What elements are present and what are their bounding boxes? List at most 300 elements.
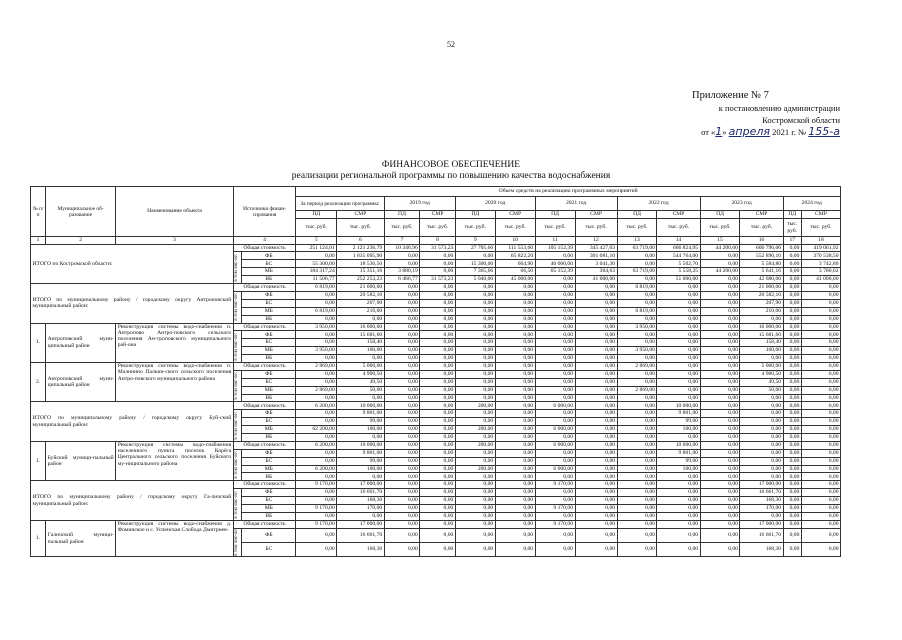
value-cell: 5 040,00	[455, 276, 495, 284]
value-cell: 0,00	[700, 355, 740, 363]
value-cell: 0,00	[657, 386, 700, 394]
value-cell: 0,00	[700, 276, 740, 284]
value-cell: 0,00	[495, 512, 535, 520]
value-cell: 0,00	[535, 339, 575, 347]
value-cell: 158,40	[337, 339, 384, 347]
value-cell: 0,00	[535, 489, 575, 497]
value-cell: 0,00	[296, 331, 337, 339]
value-cell: 0,00	[384, 433, 420, 441]
value-cell: 0,00	[296, 497, 337, 505]
value-cell: 200,00	[455, 402, 495, 410]
value-cell: 200,00	[455, 426, 495, 434]
value-cell: 0,00	[495, 291, 535, 299]
value-cell: 0,00	[801, 386, 840, 394]
value-cell: 0,00	[535, 362, 575, 370]
value-cell: 0,00	[783, 418, 801, 426]
value-cell: 2 869,00	[296, 362, 337, 370]
value-cell: 0,00	[617, 339, 657, 347]
value-cell: 0,00	[455, 489, 495, 497]
value-cell: 0,00	[455, 394, 495, 402]
value-cell: 0,00	[420, 268, 456, 276]
value-cell: 0,00	[296, 433, 337, 441]
value-cell: 0,00	[617, 378, 657, 386]
value-cell: 0,00	[783, 276, 801, 284]
value-cell: 21 000,00	[337, 284, 384, 292]
value-cell: 544 764,00	[657, 252, 700, 260]
header-unit: тыс. руб.	[617, 219, 657, 237]
table-row	[31, 362, 841, 370]
value-cell: 0,00	[657, 284, 700, 292]
value-cell: 0,00	[617, 512, 657, 520]
decree-line1: к постановлению администрации	[718, 103, 840, 113]
value-cell: 0,00	[617, 528, 657, 542]
value-cell: 0,00	[617, 355, 657, 363]
value-cell: 9 170,00	[296, 520, 337, 528]
value-cell: 0,00	[700, 339, 740, 347]
value-cell: 0,00	[575, 347, 617, 355]
value-cell: 0,00	[495, 378, 535, 386]
header-smr: СМР	[575, 211, 617, 219]
value-cell: 168,30	[337, 543, 384, 557]
value-cell: 0,00	[455, 528, 495, 542]
value-cell: 3 950,00	[617, 323, 657, 331]
value-cell: 0,00	[384, 291, 420, 299]
header-2024: 2024 год	[783, 197, 840, 211]
value-cell: 0,00	[420, 520, 456, 528]
value-cell: 0,00	[700, 323, 740, 331]
value-cell: 0,00	[384, 465, 420, 473]
header-pd: ПД	[783, 211, 801, 219]
value-cell: 184 317,24	[296, 268, 337, 276]
value-cell: 0,00	[740, 473, 783, 481]
header-unit: тыс. руб.	[535, 219, 575, 237]
value-cell: 0,00	[495, 489, 535, 497]
value-cell: 4 900,50	[337, 370, 384, 378]
value-cell: 0,00	[801, 394, 840, 402]
value-cell: 0,00	[801, 339, 840, 347]
value-cell: 9 801,00	[337, 410, 384, 418]
value-cell: 0,00	[783, 543, 801, 557]
value-cell: 0,00	[420, 394, 456, 402]
value-cell: 0,00	[575, 465, 617, 473]
value-cell: 0,00	[783, 489, 801, 497]
in-total-vertical-label: в том чис-ле:	[233, 331, 242, 363]
value-cell: 0,00	[535, 449, 575, 457]
value-cell: 0,00	[700, 504, 740, 512]
value-cell: 0,00	[495, 315, 535, 323]
value-cell: 0,00	[575, 370, 617, 378]
value-cell: 0,00	[455, 543, 495, 557]
value-cell: 0,00	[535, 433, 575, 441]
value-cell: 0,00	[617, 276, 657, 284]
value-cell: 5 000,00	[337, 362, 384, 370]
value-cell: 0,00	[384, 315, 420, 323]
source-label: ВБ	[242, 394, 296, 402]
value-cell: 6 819,00	[296, 307, 337, 315]
value-cell: 0,00	[700, 331, 740, 339]
value-cell: 111 553,60	[495, 244, 535, 252]
title-line2: реализации региональной программы по повышению качества водоснабжения	[291, 171, 611, 181]
value-cell: 0,00	[617, 504, 657, 512]
value-cell: 100,00	[337, 465, 384, 473]
source-label: ФБ	[242, 449, 296, 457]
value-cell: 0,00	[783, 426, 801, 434]
value-cell: 200,00	[455, 465, 495, 473]
decree-date-line	[640, 126, 840, 139]
value-cell: 0,00	[700, 315, 740, 323]
source-label: ФБ	[242, 252, 296, 260]
value-cell: 0,00	[575, 284, 617, 292]
value-cell: 100,00	[337, 426, 384, 434]
value-cell: 0,00	[700, 465, 740, 473]
value-cell: 0,00	[801, 465, 840, 473]
value-cell: 0,00	[420, 497, 456, 505]
column-number: 2	[46, 237, 116, 245]
value-cell: 0,00	[296, 394, 337, 402]
source-label: БС	[242, 299, 296, 307]
value-cell: 99,00	[337, 418, 384, 426]
value-cell: 7 365,66	[455, 268, 495, 276]
value-cell: 0,00	[700, 489, 740, 497]
value-cell: 0,00	[495, 520, 535, 528]
source-label: МБ	[242, 504, 296, 512]
value-cell: 0,00	[296, 339, 337, 347]
value-cell: 0,00	[657, 481, 700, 489]
value-cell: 0,00	[617, 291, 657, 299]
table-row	[31, 520, 841, 528]
decree-month-handwritten: апреля	[728, 125, 771, 138]
value-cell: 0,00	[420, 386, 456, 394]
value-cell: 0,00	[384, 426, 420, 434]
value-cell: 0,00	[495, 410, 535, 418]
value-cell: 207,90	[740, 299, 783, 307]
value-cell: 0,00	[801, 528, 840, 542]
value-cell: 0,00	[575, 410, 617, 418]
value-cell: 51 000,00	[657, 276, 700, 284]
value-cell: 99,00	[657, 418, 700, 426]
source-label: БС	[242, 497, 296, 505]
source-label: Общая стоимость	[233, 441, 296, 449]
value-cell: 0,00	[420, 410, 456, 418]
header-object: Наименование объекта	[116, 187, 234, 237]
row-number: 1.	[31, 323, 46, 362]
value-cell: 17 000,00	[337, 520, 384, 528]
value-cell: 0,00	[535, 473, 575, 481]
value-cell: 0,00	[801, 307, 840, 315]
value-cell: 0,00	[337, 473, 384, 481]
value-cell: 0,00	[783, 449, 801, 457]
value-cell: 0,00	[455, 449, 495, 457]
value-cell: 170,00	[337, 504, 384, 512]
value-cell: 0,00	[384, 347, 420, 355]
value-cell: 0,00	[495, 426, 535, 434]
source-label: Общая стоимость	[233, 323, 296, 331]
header-pd: ПД	[535, 211, 575, 219]
value-cell: 0,00	[296, 512, 337, 520]
value-cell: 0,00	[783, 402, 801, 410]
source-label: Общая стоимость	[233, 362, 296, 370]
value-cell: 10 000,00	[657, 402, 700, 410]
in-total-vertical-label: в том чис-ле:	[233, 410, 242, 442]
value-cell: 0,00	[575, 355, 617, 363]
value-cell: 0,00	[617, 315, 657, 323]
value-cell: 0,00	[801, 489, 840, 497]
value-cell: 0,00	[700, 284, 740, 292]
value-cell: 0,00	[575, 426, 617, 434]
column-number: 14	[657, 237, 700, 245]
value-cell: 0,00	[455, 370, 495, 378]
value-cell: 0,00	[420, 339, 456, 347]
value-cell: 0,00	[420, 441, 456, 449]
value-cell: 0,00	[783, 520, 801, 528]
in-total-vertical-label: в том чис-ле:	[233, 291, 242, 323]
value-cell: 0,00	[783, 386, 801, 394]
value-cell: 99,00	[337, 457, 384, 465]
source-label: ФБ	[242, 410, 296, 418]
value-cell: 0,00	[801, 512, 840, 520]
value-cell: 0,00	[783, 512, 801, 520]
value-cell: 0,00	[575, 331, 617, 339]
value-cell: 0,00	[296, 473, 337, 481]
value-cell: 0,00	[535, 394, 575, 402]
header-2023: 2023 год	[700, 197, 783, 211]
value-cell: 0,00	[657, 339, 700, 347]
value-cell: 0,00	[420, 457, 456, 465]
value-cell: 210,00	[337, 307, 384, 315]
header-unit: тыс. руб.	[700, 219, 740, 237]
column-number: 6	[337, 237, 384, 245]
value-cell: 66,50	[495, 268, 535, 276]
value-cell: 41 000,00	[575, 276, 617, 284]
value-cell: 0,00	[740, 315, 783, 323]
value-cell: 65 152,39	[535, 268, 575, 276]
value-cell: 0,00	[296, 489, 337, 497]
value-cell: 0,00	[783, 457, 801, 465]
value-cell: 0,00	[420, 378, 456, 386]
value-cell: 0,00	[575, 299, 617, 307]
value-cell: 0,00	[783, 441, 801, 449]
value-cell: 10 000,00	[337, 441, 384, 449]
source-label: ФБ	[242, 370, 296, 378]
value-cell: 0,00	[420, 512, 456, 520]
value-cell: 0,00	[535, 284, 575, 292]
value-cell: 3 950,00	[296, 347, 337, 355]
value-cell: 17 000,00	[337, 481, 384, 489]
value-cell: 0,00	[455, 410, 495, 418]
value-cell: 0,00	[296, 299, 337, 307]
value-cell: 0,00	[783, 370, 801, 378]
value-cell: 10 346,96	[384, 244, 420, 252]
value-cell: 0,00	[783, 299, 801, 307]
value-cell: 552 890,10	[740, 252, 783, 260]
source-label: БС	[242, 457, 296, 465]
value-cell: 0,00	[575, 307, 617, 315]
value-cell: 0,00	[384, 520, 420, 528]
in-total-vertical-label: в том чис-ле:	[233, 370, 242, 402]
value-cell: 0,00	[575, 386, 617, 394]
value-cell: 0,00	[384, 410, 420, 418]
value-cell: 0,00	[384, 252, 420, 260]
value-cell: 0,00	[617, 473, 657, 481]
value-cell: 0,00	[337, 355, 384, 363]
decree-reference	[640, 103, 840, 139]
value-cell: 0,00	[495, 473, 535, 481]
value-cell: 0,00	[575, 433, 617, 441]
value-cell: 0,00	[657, 315, 700, 323]
source-label: БС	[242, 378, 296, 386]
value-cell: 9 801,00	[657, 410, 700, 418]
value-cell: 0,00	[535, 307, 575, 315]
source-label: Общая стоимость	[233, 481, 296, 489]
header-pd: ПД	[617, 211, 657, 219]
value-cell: 0,00	[337, 315, 384, 323]
header-smr: СМР	[740, 211, 783, 219]
value-cell: 0,00	[700, 543, 740, 557]
value-cell: 0,00	[575, 362, 617, 370]
value-cell: 0,00	[657, 347, 700, 355]
value-cell: 0,00	[740, 402, 783, 410]
value-cell: 0,00	[296, 370, 337, 378]
value-cell: 160,00	[740, 347, 783, 355]
header-unit: тыс. руб.	[296, 219, 337, 237]
column-number: 5	[296, 237, 337, 245]
value-cell: 0,00	[657, 489, 700, 497]
value-cell: 0,00	[617, 543, 657, 557]
value-cell: 0,00	[783, 433, 801, 441]
value-cell: 0,00	[296, 418, 337, 426]
value-cell: 0,00	[384, 457, 420, 465]
value-cell: 100,00	[657, 465, 700, 473]
value-cell: 6 819,00	[617, 284, 657, 292]
value-cell: 15 681,60	[740, 331, 783, 339]
value-cell: 0,00	[455, 504, 495, 512]
value-cell: 0,00	[384, 394, 420, 402]
source-label: Общая стоимость	[233, 284, 296, 292]
object-name: Реконструкция системы водо-снабжения д. Фоминское и с. Успенская Слобода Дмитриев-	[116, 520, 234, 557]
value-cell: 0,00	[801, 543, 840, 557]
header-pd: ПД	[700, 211, 740, 219]
value-cell: 0,00	[700, 520, 740, 528]
value-cell: 0,00	[801, 291, 840, 299]
value-cell: 0,00	[535, 512, 575, 520]
value-cell: 0,00	[495, 339, 535, 347]
value-cell: 0,00	[420, 481, 456, 489]
value-cell: 0,00	[657, 323, 700, 331]
value-cell: 0,00	[420, 307, 456, 315]
value-cell: 0,00	[700, 497, 740, 505]
table-row	[31, 284, 841, 292]
value-cell: 0,00	[296, 449, 337, 457]
value-cell: 0,00	[455, 347, 495, 355]
value-cell: 3 880,19	[384, 268, 420, 276]
value-cell: 0,00	[700, 291, 740, 299]
value-cell: 0,00	[455, 339, 495, 347]
value-cell: 0,00	[455, 433, 495, 441]
value-cell: 0,00	[801, 520, 840, 528]
value-cell: 5 000,00	[740, 362, 783, 370]
value-cell: 0,00	[495, 528, 535, 542]
value-cell: 0,00	[420, 362, 456, 370]
value-cell: 0,00	[420, 473, 456, 481]
value-cell: 0,00	[384, 355, 420, 363]
value-cell: 0,00	[420, 299, 456, 307]
column-number: 15	[700, 237, 740, 245]
value-cell: 0,00	[700, 347, 740, 355]
value-cell: 0,00	[617, 260, 657, 268]
value-cell: 0,00	[700, 418, 740, 426]
title-line1: ФИНАНСОВОЕ ОБЕСПЕЧЕНИЕ	[381, 160, 521, 170]
document-title	[0, 160, 902, 182]
value-cell: 0,00	[296, 528, 337, 542]
value-cell: 0,00	[575, 378, 617, 386]
column-number: 11	[535, 237, 575, 245]
value-cell: 0,00	[384, 323, 420, 331]
value-cell: 0,00	[495, 299, 535, 307]
value-cell: 210,00	[740, 307, 783, 315]
value-cell: 0,00	[420, 543, 456, 557]
value-cell: 0,00	[617, 465, 657, 473]
value-cell: 3 041,30	[575, 260, 617, 268]
table-row	[31, 481, 841, 489]
value-cell: 0,00	[535, 457, 575, 465]
value-cell: 0,00	[420, 331, 456, 339]
value-cell: 0,00	[455, 315, 495, 323]
value-cell: 0,00	[384, 441, 420, 449]
value-cell: 0,00	[575, 441, 617, 449]
value-cell: 0,00	[455, 457, 495, 465]
table-row	[31, 323, 841, 331]
value-cell: 304,63	[575, 268, 617, 276]
value-cell: 0,00	[740, 426, 783, 434]
value-cell: 0,00	[495, 465, 535, 473]
value-cell: 0,00	[657, 543, 700, 557]
value-cell: 0,00	[296, 410, 337, 418]
value-cell: 0,00	[700, 386, 740, 394]
source-label: МБ	[242, 386, 296, 394]
value-cell: 0,00	[801, 299, 840, 307]
value-cell: 0,00	[455, 378, 495, 386]
value-cell: 0,00	[575, 512, 617, 520]
value-cell: 158,40	[740, 339, 783, 347]
appendix-label: Приложение № 7	[692, 90, 769, 101]
value-cell: 21 000,00	[740, 284, 783, 292]
value-cell: 207,90	[337, 299, 384, 307]
value-cell: 0,00	[783, 347, 801, 355]
value-cell: 0,00	[455, 307, 495, 315]
value-cell: 20 582,10	[337, 291, 384, 299]
header-smr: СМР	[495, 211, 535, 219]
value-cell: 0,00	[575, 473, 617, 481]
header-smr: СМР	[420, 211, 456, 219]
value-cell: 0,00	[801, 410, 840, 418]
value-cell: 0,00	[535, 347, 575, 355]
value-cell: 65 822,20	[495, 252, 535, 260]
value-cell: 0,00	[657, 473, 700, 481]
value-cell: 0,00	[495, 331, 535, 339]
value-cell: 0,00	[783, 504, 801, 512]
value-cell: 0,00	[700, 260, 740, 268]
value-cell: 0,00	[495, 449, 535, 457]
value-cell: 3 780,62	[801, 268, 840, 276]
column-number: 7	[384, 237, 420, 245]
value-cell: 0,00	[801, 426, 840, 434]
value-cell: 0,00	[420, 433, 456, 441]
value-cell: 0,00	[700, 512, 740, 520]
value-cell: 20 582,10	[740, 291, 783, 299]
value-cell: 0,00	[384, 378, 420, 386]
value-cell: 44 200,00	[700, 244, 740, 252]
value-cell: 0,00	[384, 489, 420, 497]
